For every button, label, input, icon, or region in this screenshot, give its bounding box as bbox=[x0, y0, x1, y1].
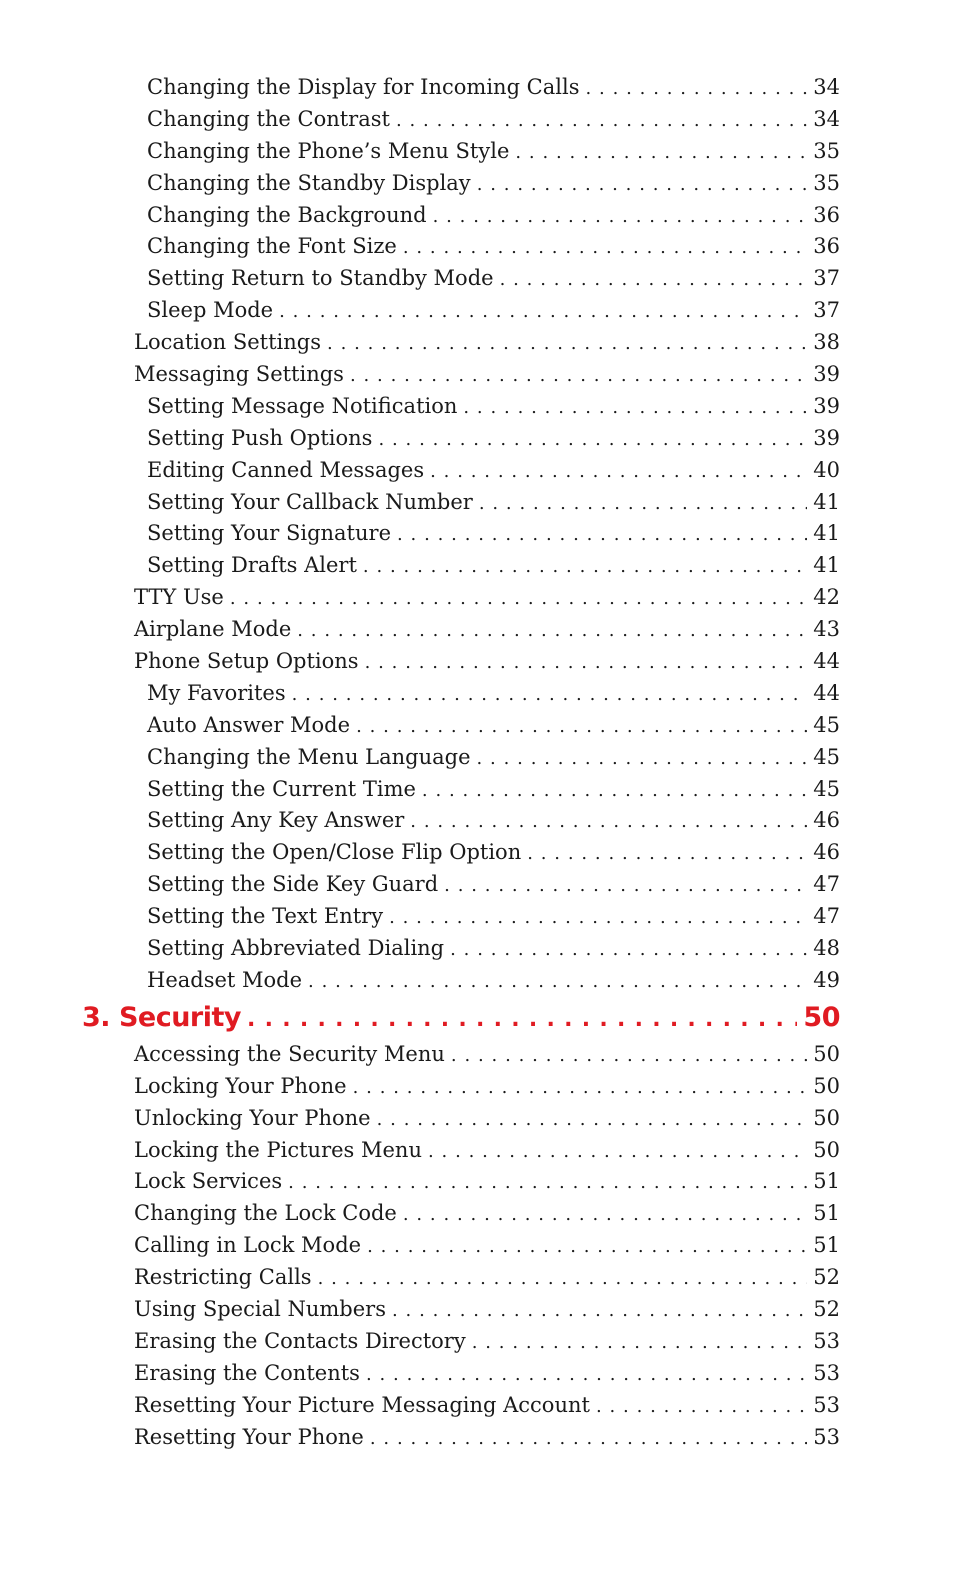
toc-entry bbox=[0, 742, 840, 774]
dot-leader bbox=[308, 966, 807, 998]
toc-entry bbox=[0, 518, 840, 550]
dot-leader bbox=[403, 232, 807, 264]
toc-entry-title: Setting the Side Key Guard bbox=[147, 872, 439, 897]
toc-entry-title: Setting Abbreviated Dialing bbox=[147, 936, 445, 961]
table-of-contents bbox=[0, 72, 954, 1453]
toc-entry-page-number: 51 bbox=[813, 1233, 840, 1258]
dot-leader bbox=[365, 647, 808, 679]
dot-leader bbox=[350, 360, 807, 392]
dot-leader bbox=[378, 424, 807, 456]
toc-entry-page-number: 39 bbox=[813, 362, 840, 387]
toc-entry-title: Erasing the Contents bbox=[134, 1360, 360, 1385]
dot-leader bbox=[247, 1001, 797, 1039]
toc-entry bbox=[0, 646, 840, 678]
toc-entry bbox=[0, 263, 840, 295]
toc-entry-page-number: 51 bbox=[813, 1169, 840, 1194]
toc-entry-title: Lock Services bbox=[134, 1169, 283, 1194]
dot-leader bbox=[596, 1391, 807, 1423]
dot-leader bbox=[397, 519, 807, 551]
dot-leader bbox=[472, 1327, 808, 1359]
dot-leader bbox=[444, 870, 807, 902]
toc-entry-page-number: 46 bbox=[813, 808, 840, 833]
toc-entry-page-number: 34 bbox=[813, 75, 840, 99]
dot-leader bbox=[288, 1167, 807, 1199]
dot-leader bbox=[422, 775, 807, 807]
toc-entry bbox=[0, 1103, 840, 1135]
dot-leader bbox=[363, 551, 807, 583]
toc-entry-title: Setting the Open/Close Flip Option bbox=[147, 840, 522, 865]
dot-leader bbox=[389, 902, 807, 934]
toc-entry bbox=[0, 1071, 840, 1103]
toc-entry-page-number: 52 bbox=[813, 1296, 840, 1321]
toc-entry-title: Using Special Numbers bbox=[134, 1296, 386, 1321]
toc-entry bbox=[0, 327, 840, 359]
toc-entry-page-number: 40 bbox=[813, 457, 840, 482]
toc-entry bbox=[0, 1230, 840, 1262]
dot-leader bbox=[450, 934, 807, 966]
toc-entry bbox=[0, 774, 840, 806]
toc-entry-page-number: 50 bbox=[813, 1137, 840, 1162]
toc-entry-page-number: 46 bbox=[813, 840, 840, 865]
toc-entry bbox=[0, 1166, 840, 1198]
toc-entry-page-number: 35 bbox=[813, 138, 840, 163]
toc-entry bbox=[0, 965, 840, 997]
toc-entry bbox=[0, 487, 840, 519]
toc-entry bbox=[0, 168, 840, 200]
toc-entry bbox=[0, 1326, 840, 1358]
toc-entry bbox=[0, 805, 840, 837]
toc-entry bbox=[0, 710, 840, 742]
dot-leader bbox=[377, 1104, 808, 1136]
toc-entry-title: Setting Message Notification bbox=[147, 393, 458, 418]
toc-entry bbox=[0, 455, 840, 487]
toc-entry-title: TTY Use bbox=[134, 585, 224, 610]
dot-leader bbox=[396, 105, 807, 137]
toc-entry-title: Changing the Lock Code bbox=[134, 1201, 397, 1226]
toc-entry-title: Phone Setup Options bbox=[134, 649, 359, 674]
toc-entry-page-number: 37 bbox=[813, 298, 840, 323]
toc-entry bbox=[0, 200, 840, 232]
toc-entry-title: Auto Answer Mode bbox=[147, 712, 351, 737]
toc-entry-page-number: 34 bbox=[813, 106, 840, 131]
toc-entry-title: Setting Any Key Answer bbox=[147, 808, 405, 833]
toc-entry-title: Location Settings bbox=[134, 330, 322, 355]
dot-leader bbox=[433, 201, 808, 233]
toc-entry-title: Changing the Contrast bbox=[147, 106, 390, 131]
toc-entry bbox=[0, 295, 840, 327]
toc-entry bbox=[0, 1390, 840, 1422]
toc-entry bbox=[0, 391, 840, 423]
toc-entry-title: 3. Security bbox=[82, 1001, 242, 1033]
toc-entry-title: Unlocking Your Phone bbox=[134, 1105, 371, 1130]
toc-entry-title: Resetting Your Phone bbox=[134, 1424, 364, 1449]
toc-entry bbox=[0, 1358, 840, 1390]
toc-entry-title: Airplane Mode bbox=[134, 617, 292, 642]
toc-entry-title: Sleep Mode bbox=[147, 298, 274, 323]
toc-entry-title: Changing the Display for Incoming Calls bbox=[147, 75, 580, 99]
toc-entry-page-number: 45 bbox=[813, 776, 840, 801]
dot-leader bbox=[353, 1072, 808, 1104]
toc-entry bbox=[0, 136, 840, 168]
dot-leader bbox=[410, 806, 807, 838]
toc-entry bbox=[0, 104, 840, 136]
toc-entry-title: Setting the Text Entry bbox=[147, 904, 384, 929]
toc-entry-page-number: 50 bbox=[813, 1073, 840, 1098]
toc-entry-page-number: 44 bbox=[813, 649, 840, 674]
toc-entry-title: Setting Push Options bbox=[147, 425, 373, 450]
toc-entry-page-number: 50 bbox=[813, 1041, 840, 1066]
toc-entry-title: Setting the Current Time bbox=[147, 776, 416, 801]
toc-entry bbox=[0, 1039, 840, 1071]
dot-leader bbox=[403, 1199, 807, 1231]
toc-entry-page-number: 53 bbox=[813, 1392, 840, 1417]
dot-leader bbox=[366, 1359, 807, 1391]
toc-entry-title: Locking the Pictures Menu bbox=[134, 1137, 422, 1162]
toc-entry-page-number: 41 bbox=[813, 489, 840, 514]
dot-leader bbox=[370, 1423, 807, 1455]
toc-entry bbox=[0, 1262, 840, 1294]
toc-entry bbox=[0, 582, 840, 614]
toc-chapter-heading bbox=[0, 999, 840, 1037]
toc-entry-title: Accessing the Security Menu bbox=[134, 1041, 445, 1066]
dot-leader bbox=[477, 743, 808, 775]
toc-entry bbox=[0, 614, 840, 646]
dot-leader bbox=[297, 615, 807, 647]
toc-entry-page-number: 43 bbox=[813, 617, 840, 642]
toc-entry-title: Setting Drafts Alert bbox=[147, 553, 357, 578]
dot-leader bbox=[477, 169, 808, 201]
toc-entry-title: Restricting Calls bbox=[134, 1265, 312, 1290]
toc-entry-title: Changing the Font Size bbox=[147, 234, 397, 259]
toc-entry-title: Setting Return to Standby Mode bbox=[147, 266, 494, 291]
toc-entry-title: Erasing the Contacts Directory bbox=[134, 1328, 466, 1353]
toc-entry-page-number: 37 bbox=[813, 266, 840, 291]
toc-entry bbox=[0, 72, 840, 104]
toc-entry-page-number: 35 bbox=[813, 170, 840, 195]
toc-entry-page-number: 51 bbox=[813, 1201, 840, 1226]
toc-entry-page-number: 50 bbox=[813, 1105, 840, 1130]
dot-leader bbox=[430, 456, 807, 488]
toc-entry-title: Calling in Lock Mode bbox=[134, 1233, 362, 1258]
toc-entry-page-number: 45 bbox=[813, 712, 840, 737]
dot-leader bbox=[451, 1040, 807, 1072]
toc-entry-page-number: 49 bbox=[813, 967, 840, 992]
toc-entry-page-number: 44 bbox=[813, 680, 840, 705]
dot-leader bbox=[428, 1136, 807, 1168]
toc-entry bbox=[0, 678, 840, 710]
dot-leader bbox=[585, 73, 807, 105]
dot-leader bbox=[327, 328, 807, 360]
toc-entry-title: Setting Your Callback Number bbox=[147, 489, 473, 514]
toc-entry-title: Changing the Menu Language bbox=[147, 744, 471, 769]
toc-entry-page-number: 50 bbox=[803, 1001, 840, 1033]
dot-leader bbox=[515, 137, 807, 169]
toc-entry bbox=[0, 869, 840, 901]
toc-entry-title: Messaging Settings bbox=[134, 362, 344, 387]
toc-entry-title: My Favorites bbox=[147, 680, 286, 705]
dot-leader bbox=[463, 392, 807, 424]
dot-leader bbox=[230, 583, 807, 615]
toc-entry bbox=[0, 837, 840, 869]
toc-entry-title: Locking Your Phone bbox=[134, 1073, 347, 1098]
toc-entry-title: Headset Mode bbox=[147, 967, 303, 992]
toc-entry-title: Changing the Background bbox=[147, 202, 427, 227]
toc-entry-page-number: 39 bbox=[813, 425, 840, 450]
dot-leader bbox=[392, 1295, 807, 1327]
toc-entry bbox=[0, 1294, 840, 1326]
toc-entry-title: Changing the Phone’s Menu Style bbox=[147, 138, 510, 163]
dot-leader bbox=[318, 1263, 808, 1295]
toc-entry bbox=[0, 901, 840, 933]
toc-entry-page-number: 38 bbox=[813, 330, 840, 355]
toc-entry-page-number: 53 bbox=[813, 1328, 840, 1353]
toc-entry-page-number: 47 bbox=[813, 872, 840, 897]
dot-leader bbox=[279, 296, 807, 328]
toc-entry-page-number: 39 bbox=[813, 393, 840, 418]
dot-leader bbox=[292, 679, 808, 711]
toc-entry-page-number: 36 bbox=[813, 234, 840, 259]
dot-leader bbox=[527, 838, 807, 870]
toc-entry bbox=[0, 1422, 840, 1454]
toc-entry-page-number: 45 bbox=[813, 744, 840, 769]
dot-leader bbox=[367, 1231, 807, 1263]
toc-entry bbox=[0, 550, 840, 582]
dot-leader bbox=[356, 711, 807, 743]
toc-entry-title: Editing Canned Messages bbox=[147, 457, 425, 482]
toc-entry-title: Resetting Your Picture Messaging Account bbox=[134, 1392, 590, 1417]
toc-entry-title: Changing the Standby Display bbox=[147, 170, 471, 195]
dot-leader bbox=[479, 488, 807, 520]
toc-entry bbox=[0, 359, 840, 391]
toc-entry bbox=[0, 1198, 840, 1230]
toc-entry-page-number: 42 bbox=[813, 585, 840, 610]
toc-entry-page-number: 52 bbox=[813, 1265, 840, 1290]
toc-entry-title: Setting Your Signature bbox=[147, 521, 391, 546]
toc-entry-page-number: 41 bbox=[813, 521, 840, 546]
toc-entry-page-number: 48 bbox=[813, 936, 840, 961]
toc-entry bbox=[0, 423, 840, 455]
toc-entry-page-number: 36 bbox=[813, 202, 840, 227]
toc-entry bbox=[0, 933, 840, 965]
toc-entry bbox=[0, 1135, 840, 1167]
toc-entry bbox=[0, 231, 840, 263]
toc-entry-page-number: 53 bbox=[813, 1360, 840, 1385]
toc-entry-page-number: 41 bbox=[813, 553, 840, 578]
toc-entry-page-number: 53 bbox=[813, 1424, 840, 1449]
dot-leader bbox=[500, 264, 808, 296]
toc-entry-page-number: 47 bbox=[813, 904, 840, 929]
